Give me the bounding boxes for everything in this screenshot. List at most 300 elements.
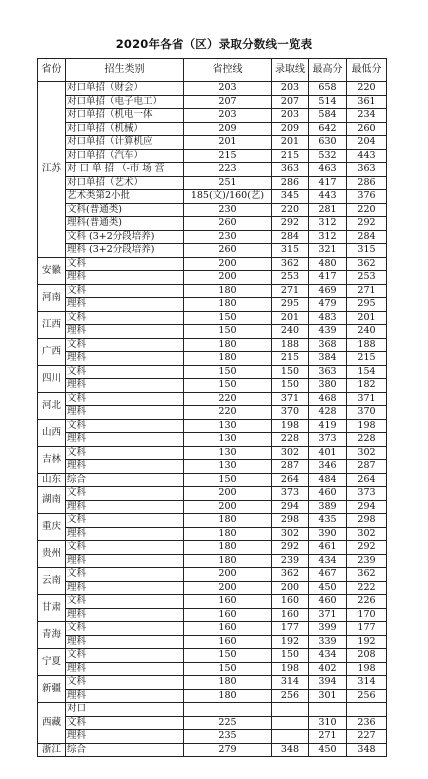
admission-line-cell: 315 bbox=[272, 244, 309, 258]
max-score-cell: 469 bbox=[309, 284, 347, 298]
control-line-cell: 150 bbox=[184, 325, 272, 339]
max-score-cell: 417 bbox=[309, 271, 347, 285]
control-line-cell: 203 bbox=[184, 109, 272, 123]
admission-line-cell: 363 bbox=[272, 163, 309, 177]
admission-line-cell: 192 bbox=[272, 635, 309, 649]
control-line-cell: 180 bbox=[184, 527, 272, 541]
min-score-cell: 376 bbox=[347, 190, 387, 204]
max-score-cell: 514 bbox=[309, 95, 347, 109]
category-cell: 理科 bbox=[66, 730, 184, 744]
category-cell: 文科 bbox=[66, 365, 184, 379]
admission-line-cell: 286 bbox=[272, 176, 309, 190]
control-line-cell: 235 bbox=[184, 730, 272, 744]
max-score-cell: 467 bbox=[309, 568, 347, 582]
category-cell: 理科 bbox=[66, 608, 184, 622]
max-score-cell: 468 bbox=[309, 392, 347, 406]
control-line-cell: 130 bbox=[184, 446, 272, 460]
admission-line-cell: 240 bbox=[272, 325, 309, 339]
table-row bbox=[38, 190, 387, 204]
category-cell: 理科 bbox=[66, 379, 184, 393]
min-score-cell: 239 bbox=[347, 554, 387, 568]
min-score-cell: 264 bbox=[347, 473, 387, 487]
max-score-cell: 658 bbox=[309, 82, 347, 96]
table-row bbox=[38, 82, 387, 96]
control-line-cell: 180 bbox=[184, 554, 272, 568]
header-control-line: 省控线 bbox=[184, 59, 272, 82]
control-line-cell: 203 bbox=[184, 82, 272, 96]
category-cell: 理科 bbox=[66, 433, 184, 447]
admission-line-cell: 292 bbox=[272, 541, 309, 555]
control-line-cell: 201 bbox=[184, 136, 272, 150]
min-score-cell bbox=[347, 703, 387, 717]
max-score-cell: 402 bbox=[309, 662, 347, 676]
min-score-cell: 198 bbox=[347, 662, 387, 676]
table-row bbox=[38, 608, 387, 622]
table-row bbox=[38, 514, 387, 528]
admission-line-cell: 207 bbox=[272, 95, 309, 109]
min-score-cell: 443 bbox=[347, 149, 387, 163]
table-row bbox=[38, 352, 387, 366]
admission-line-cell: 201 bbox=[272, 311, 309, 325]
category-cell: 文科 bbox=[66, 541, 184, 555]
control-line-cell: 150 bbox=[184, 662, 272, 676]
table-row bbox=[38, 406, 387, 420]
table-row bbox=[38, 554, 387, 568]
table-row bbox=[38, 446, 387, 460]
category-cell: 文科 bbox=[66, 257, 184, 271]
control-line-cell: 150 bbox=[184, 311, 272, 325]
table-row bbox=[38, 109, 387, 123]
max-score-cell: 480 bbox=[309, 257, 347, 271]
table-row bbox=[38, 122, 387, 136]
category-cell: 理科 bbox=[66, 662, 184, 676]
admission-line-cell: 209 bbox=[272, 122, 309, 136]
max-score-cell: 642 bbox=[309, 122, 347, 136]
admission-line-cell: 271 bbox=[272, 284, 309, 298]
min-score-cell: 371 bbox=[347, 392, 387, 406]
table-body bbox=[38, 82, 387, 757]
min-score-cell: 220 bbox=[347, 203, 387, 217]
admission-line-cell: 302 bbox=[272, 527, 309, 541]
table-row bbox=[38, 257, 387, 271]
table-row bbox=[38, 136, 387, 150]
max-score-cell: 443 bbox=[309, 190, 347, 204]
min-score-cell: 315 bbox=[347, 244, 387, 258]
min-score-cell: 373 bbox=[347, 487, 387, 501]
control-line-cell: 200 bbox=[184, 271, 272, 285]
min-score-cell: 271 bbox=[347, 284, 387, 298]
table-row bbox=[38, 392, 387, 406]
control-line-cell: 160 bbox=[184, 635, 272, 649]
table-row bbox=[38, 730, 387, 744]
max-score-cell bbox=[309, 703, 347, 717]
category-cell: 文科 bbox=[66, 487, 184, 501]
admission-line-cell: 302 bbox=[272, 446, 309, 460]
control-line-cell: 180 bbox=[184, 338, 272, 352]
admission-line-cell: 177 bbox=[272, 622, 309, 636]
max-score-cell: 584 bbox=[309, 109, 347, 123]
min-score-cell: 256 bbox=[347, 689, 387, 703]
min-score-cell: 370 bbox=[347, 406, 387, 420]
category-cell: 理科 bbox=[66, 581, 184, 595]
max-score-cell: 380 bbox=[309, 379, 347, 393]
category-cell: 文科 bbox=[66, 622, 184, 636]
control-line-cell: 130 bbox=[184, 419, 272, 433]
max-score-cell: 463 bbox=[309, 163, 347, 177]
category-cell: 文科 bbox=[66, 595, 184, 609]
table-row bbox=[38, 527, 387, 541]
admission-line-cell: 287 bbox=[272, 460, 309, 474]
admission-line-cell: 228 bbox=[272, 433, 309, 447]
province-cell: 山东 bbox=[38, 473, 66, 487]
control-line-cell: 200 bbox=[184, 487, 272, 501]
max-score-cell: 434 bbox=[309, 649, 347, 663]
admission-line-cell: 203 bbox=[272, 82, 309, 96]
category-cell: 艺术类第2小批 bbox=[66, 190, 184, 204]
min-score-cell: 177 bbox=[347, 622, 387, 636]
max-score-cell: 373 bbox=[309, 433, 347, 447]
category-cell: 对口单招（计算机应 bbox=[66, 136, 184, 150]
category-cell: 综合 bbox=[66, 743, 184, 757]
min-score-cell: 298 bbox=[347, 514, 387, 528]
table-row bbox=[38, 635, 387, 649]
control-line-cell: 185(文)/160(艺) bbox=[184, 190, 272, 204]
min-score-cell: 253 bbox=[347, 271, 387, 285]
table-row bbox=[38, 460, 387, 474]
max-score-cell: 460 bbox=[309, 487, 347, 501]
control-line-cell: 160 bbox=[184, 595, 272, 609]
category-cell: 对 口 单 招 （-市 场 营 bbox=[66, 163, 184, 177]
province-cell: 青海 bbox=[38, 622, 66, 649]
control-line-cell: 130 bbox=[184, 460, 272, 474]
control-line-cell: 160 bbox=[184, 622, 272, 636]
header-province: 省份 bbox=[38, 59, 66, 82]
min-score-cell: 292 bbox=[347, 541, 387, 555]
max-score-cell: 532 bbox=[309, 149, 347, 163]
min-score-cell: 228 bbox=[347, 433, 387, 447]
max-score-cell: 312 bbox=[309, 217, 347, 231]
admission-line-cell: 215 bbox=[272, 352, 309, 366]
province-cell: 贵州 bbox=[38, 541, 66, 568]
min-score-cell: 188 bbox=[347, 338, 387, 352]
category-cell: 理科 bbox=[66, 689, 184, 703]
min-score-cell: 226 bbox=[347, 595, 387, 609]
control-line-cell: 225 bbox=[184, 716, 272, 730]
control-line-cell: 150 bbox=[184, 379, 272, 393]
max-score-cell: 389 bbox=[309, 500, 347, 514]
control-line-cell: 150 bbox=[184, 649, 272, 663]
min-score-cell: 208 bbox=[347, 649, 387, 663]
max-score-cell: 368 bbox=[309, 338, 347, 352]
admission-line-cell: 150 bbox=[272, 365, 309, 379]
control-line-cell: 150 bbox=[184, 365, 272, 379]
admission-line-cell: 198 bbox=[272, 662, 309, 676]
min-score-cell: 302 bbox=[347, 446, 387, 460]
control-line-cell: 180 bbox=[184, 514, 272, 528]
table-row bbox=[38, 662, 387, 676]
min-score-cell: 198 bbox=[347, 419, 387, 433]
table-row bbox=[38, 473, 387, 487]
max-score-cell: 312 bbox=[309, 230, 347, 244]
province-cell: 河南 bbox=[38, 284, 66, 311]
category-cell: 文科 bbox=[66, 284, 184, 298]
table-row bbox=[38, 365, 387, 379]
category-cell: 理科 bbox=[66, 460, 184, 474]
control-line-cell: 207 bbox=[184, 95, 272, 109]
page-title: 2020年各省（区）录取分数线一览表 bbox=[115, 37, 313, 51]
province-cell: 安徽 bbox=[38, 257, 66, 284]
control-line-cell: 230 bbox=[184, 230, 272, 244]
control-line-cell: 220 bbox=[184, 406, 272, 420]
province-cell: 河北 bbox=[38, 392, 66, 419]
max-score-cell: 439 bbox=[309, 325, 347, 339]
max-score-cell: 461 bbox=[309, 541, 347, 555]
category-cell: 对口单招（财会） bbox=[66, 82, 184, 96]
min-score-cell: 182 bbox=[347, 379, 387, 393]
min-score-cell: 362 bbox=[347, 257, 387, 271]
category-cell: 对口单招（机电一体 bbox=[66, 109, 184, 123]
control-line-cell: 200 bbox=[184, 257, 272, 271]
table-row bbox=[38, 203, 387, 217]
header-max-score: 最高分 bbox=[309, 59, 347, 82]
table-row bbox=[38, 419, 387, 433]
admission-line-cell: 253 bbox=[272, 271, 309, 285]
control-line-cell: 180 bbox=[184, 298, 272, 312]
min-score-cell: 154 bbox=[347, 365, 387, 379]
max-score-cell: 339 bbox=[309, 635, 347, 649]
province-cell: 新疆 bbox=[38, 676, 66, 703]
max-score-cell: 281 bbox=[309, 203, 347, 217]
admission-line-cell: 348 bbox=[272, 743, 309, 757]
control-line-cell: 260 bbox=[184, 217, 272, 231]
table-row bbox=[38, 149, 387, 163]
admission-line-cell: 188 bbox=[272, 338, 309, 352]
control-line-cell: 150 bbox=[184, 473, 272, 487]
admission-line-cell: 362 bbox=[272, 568, 309, 582]
control-line-cell: 209 bbox=[184, 122, 272, 136]
control-line-cell: 130 bbox=[184, 433, 272, 447]
table-row bbox=[38, 176, 387, 190]
table-row bbox=[38, 338, 387, 352]
max-score-cell: 450 bbox=[309, 581, 347, 595]
table-row bbox=[38, 541, 387, 555]
table-row bbox=[38, 244, 387, 258]
control-line-cell bbox=[184, 703, 272, 717]
province-cell: 重庆 bbox=[38, 514, 66, 541]
admission-line-cell: 239 bbox=[272, 554, 309, 568]
admission-line-cell: 370 bbox=[272, 406, 309, 420]
control-line-cell: 180 bbox=[184, 352, 272, 366]
max-score-cell: 450 bbox=[309, 743, 347, 757]
table-row bbox=[38, 703, 387, 717]
province-cell: 湖南 bbox=[38, 487, 66, 514]
min-score-cell: 222 bbox=[347, 581, 387, 595]
table-row bbox=[38, 500, 387, 514]
max-score-cell: 479 bbox=[309, 298, 347, 312]
admission-line-cell: 284 bbox=[272, 230, 309, 244]
table-row bbox=[38, 716, 387, 730]
min-score-cell: 236 bbox=[347, 716, 387, 730]
table-row bbox=[38, 298, 387, 312]
category-cell: 对口单招（机械） bbox=[66, 122, 184, 136]
admission-line-cell: 200 bbox=[272, 581, 309, 595]
category-cell: 文科 bbox=[66, 311, 184, 325]
category-cell: 文科 (3+2分段培养) bbox=[66, 230, 184, 244]
min-score-cell: 287 bbox=[347, 460, 387, 474]
max-score-cell: 630 bbox=[309, 136, 347, 150]
province-cell: 山西 bbox=[38, 419, 66, 446]
admission-line-cell: 160 bbox=[272, 608, 309, 622]
max-score-cell: 371 bbox=[309, 608, 347, 622]
category-cell: 文科 bbox=[66, 392, 184, 406]
control-line-cell: 180 bbox=[184, 541, 272, 555]
min-score-cell: 260 bbox=[347, 122, 387, 136]
admission-line-cell: 198 bbox=[272, 419, 309, 433]
table-row bbox=[38, 487, 387, 501]
category-cell: 理科 bbox=[66, 406, 184, 420]
province-cell: 浙江 bbox=[38, 743, 66, 757]
min-score-cell: 314 bbox=[347, 676, 387, 690]
table-row bbox=[38, 676, 387, 690]
category-cell: 文科 bbox=[66, 568, 184, 582]
min-score-cell: 170 bbox=[347, 608, 387, 622]
category-cell: 对口 bbox=[66, 703, 184, 717]
category-cell: 文科 bbox=[66, 649, 184, 663]
min-score-cell: 286 bbox=[347, 176, 387, 190]
control-line-cell: 251 bbox=[184, 176, 272, 190]
table-row bbox=[38, 743, 387, 757]
min-score-cell: 204 bbox=[347, 136, 387, 150]
control-line-cell: 180 bbox=[184, 284, 272, 298]
control-line-cell: 223 bbox=[184, 163, 272, 177]
category-cell: 理科 (3+2分段培养) bbox=[66, 244, 184, 258]
category-cell: 理科 bbox=[66, 554, 184, 568]
max-score-cell: 363 bbox=[309, 365, 347, 379]
table-row bbox=[38, 379, 387, 393]
category-cell: 文科 bbox=[66, 338, 184, 352]
category-cell: 综合 bbox=[66, 473, 184, 487]
province-cell: 吉林 bbox=[38, 446, 66, 473]
max-score-cell: 310 bbox=[309, 716, 347, 730]
header-category: 招生类别 bbox=[66, 59, 184, 82]
category-cell: 理科(普通类) bbox=[66, 217, 184, 231]
admission-line-cell: 314 bbox=[272, 676, 309, 690]
province-cell: 广西 bbox=[38, 338, 66, 365]
min-score-cell: 295 bbox=[347, 298, 387, 312]
category-cell: 文科(普通类) bbox=[66, 203, 184, 217]
max-score-cell: 390 bbox=[309, 527, 347, 541]
admission-line-cell: 373 bbox=[272, 487, 309, 501]
province-cell: 江西 bbox=[38, 311, 66, 338]
table-row bbox=[38, 595, 387, 609]
admission-line-cell: 150 bbox=[272, 649, 309, 663]
table-row bbox=[38, 230, 387, 244]
header-min-score: 最低分 bbox=[347, 59, 387, 82]
control-line-cell: 180 bbox=[184, 676, 272, 690]
category-cell: 文科 bbox=[66, 676, 184, 690]
control-line-cell: 220 bbox=[184, 392, 272, 406]
category-cell: 理科 bbox=[66, 271, 184, 285]
admission-line-cell: 371 bbox=[272, 392, 309, 406]
admission-line-cell: 295 bbox=[272, 298, 309, 312]
category-cell: 文科 bbox=[66, 716, 184, 730]
table-row bbox=[38, 284, 387, 298]
table-row bbox=[38, 568, 387, 582]
min-score-cell: 363 bbox=[347, 163, 387, 177]
category-cell: 理科 bbox=[66, 635, 184, 649]
max-score-cell: 428 bbox=[309, 406, 347, 420]
category-cell: 对口单招（汽车） bbox=[66, 149, 184, 163]
min-score-cell: 292 bbox=[347, 217, 387, 231]
table-row bbox=[38, 311, 387, 325]
control-line-cell: 260 bbox=[184, 244, 272, 258]
category-cell: 理科 bbox=[66, 298, 184, 312]
category-cell: 对口单招（艺术） bbox=[66, 176, 184, 190]
admission-line-cell: 298 bbox=[272, 514, 309, 528]
max-score-cell: 434 bbox=[309, 554, 347, 568]
category-cell: 文科 bbox=[66, 514, 184, 528]
category-cell: 对口单招（电子电工） bbox=[66, 95, 184, 109]
province-cell: 甘肃 bbox=[38, 595, 66, 622]
control-line-cell: 215 bbox=[184, 149, 272, 163]
max-score-cell: 301 bbox=[309, 689, 347, 703]
admission-line-cell: 215 bbox=[272, 149, 309, 163]
min-score-cell: 348 bbox=[347, 743, 387, 757]
min-score-cell: 201 bbox=[347, 311, 387, 325]
max-score-cell: 399 bbox=[309, 622, 347, 636]
max-score-cell: 435 bbox=[309, 514, 347, 528]
admission-line-cell bbox=[272, 703, 309, 717]
category-cell: 理科 bbox=[66, 527, 184, 541]
table-row bbox=[38, 581, 387, 595]
max-score-cell: 483 bbox=[309, 311, 347, 325]
province-cell: 宁夏 bbox=[38, 649, 66, 676]
table-row bbox=[38, 95, 387, 109]
min-score-cell: 240 bbox=[347, 325, 387, 339]
max-score-cell: 460 bbox=[309, 595, 347, 609]
max-score-cell: 484 bbox=[309, 473, 347, 487]
table-row bbox=[38, 622, 387, 636]
admission-line-cell: 264 bbox=[272, 473, 309, 487]
table-row bbox=[38, 689, 387, 703]
min-score-cell: 215 bbox=[347, 352, 387, 366]
province-cell: 西藏 bbox=[38, 703, 66, 744]
min-score-cell: 294 bbox=[347, 500, 387, 514]
control-line-cell: 200 bbox=[184, 568, 272, 582]
admission-line-cell bbox=[272, 716, 309, 730]
category-cell: 文科 bbox=[66, 446, 184, 460]
max-score-cell: 321 bbox=[309, 244, 347, 258]
table-row bbox=[38, 163, 387, 177]
max-score-cell: 401 bbox=[309, 446, 347, 460]
admission-line-cell: 294 bbox=[272, 500, 309, 514]
admission-line-cell: 150 bbox=[272, 379, 309, 393]
max-score-cell: 384 bbox=[309, 352, 347, 366]
category-cell: 理科 bbox=[66, 325, 184, 339]
table-row bbox=[38, 649, 387, 663]
table-row bbox=[38, 325, 387, 339]
admission-line-cell bbox=[272, 730, 309, 744]
control-line-cell: 200 bbox=[184, 581, 272, 595]
min-score-cell: 284 bbox=[347, 230, 387, 244]
admission-line-cell: 201 bbox=[272, 136, 309, 150]
min-score-cell: 192 bbox=[347, 635, 387, 649]
admission-score-table bbox=[37, 58, 387, 757]
table-header-row bbox=[38, 59, 387, 82]
max-score-cell: 346 bbox=[309, 460, 347, 474]
province-cell: 云南 bbox=[38, 568, 66, 595]
admission-line-cell: 256 bbox=[272, 689, 309, 703]
